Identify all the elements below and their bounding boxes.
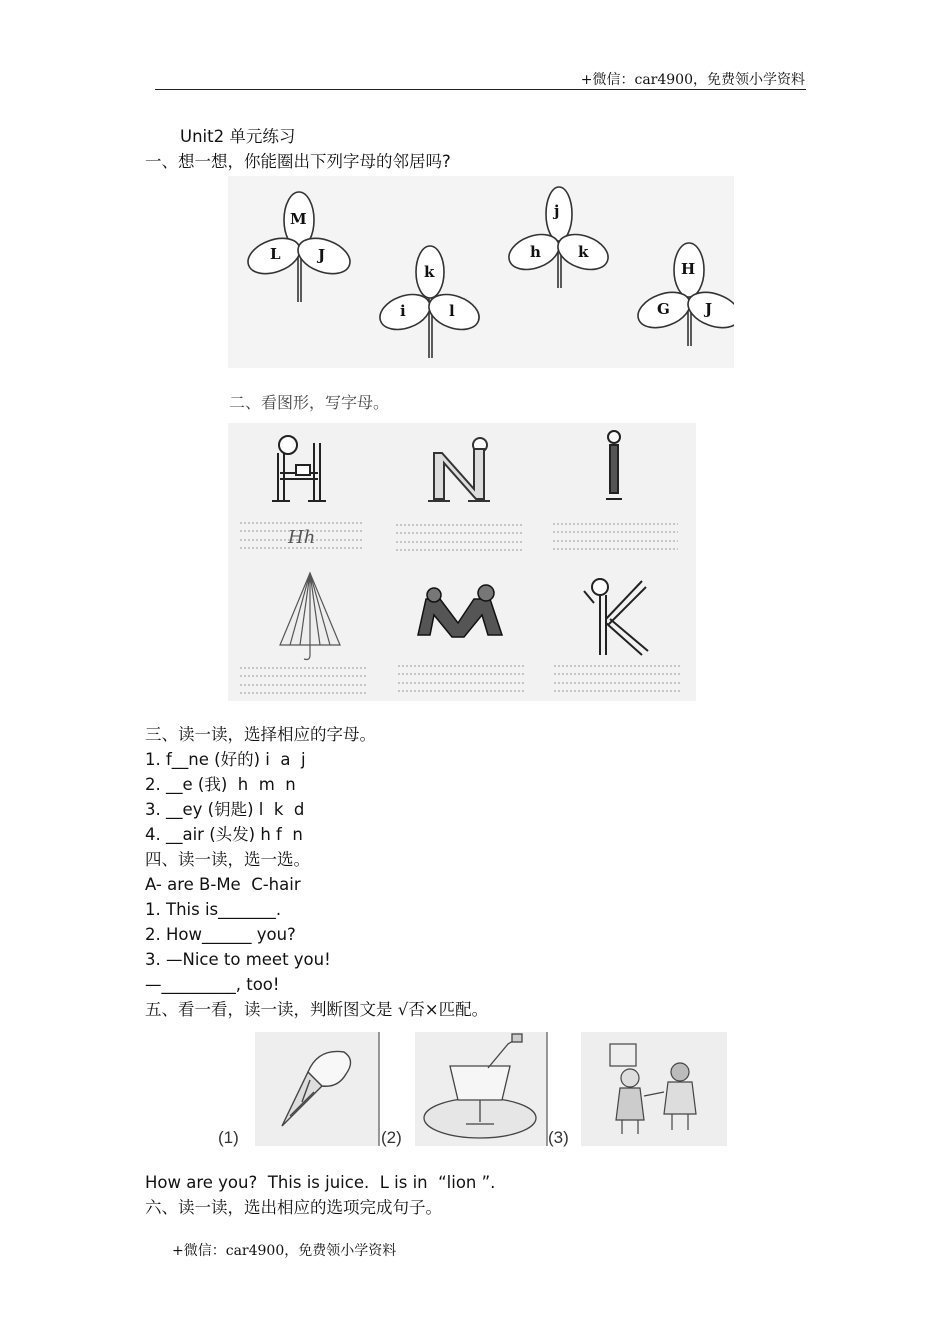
writing-lines-6 <box>554 666 680 691</box>
section4-heading: 四、读一读，选一选。 <box>145 850 310 869</box>
letter-N-figure <box>428 438 490 501</box>
example-answer: Hh <box>288 527 316 548</box>
picture-label-2: (2) <box>381 1128 402 1147</box>
section5-heading: 五、看一看，读一读，判断图文是 √否×匹配。 <box>145 1000 489 1019</box>
section3-item-2: 2. __e (我) h m n <box>145 775 296 794</box>
worksheet-title: Unit2 单元练习 <box>180 127 296 146</box>
picture-match-figure <box>218 1030 730 1150</box>
writing-lines-5 <box>398 666 524 691</box>
flower-2-right-letter[interactable]: l <box>449 302 455 320</box>
section4-options: A- are B-Me C-hair <box>145 875 301 894</box>
flower-3-top-letter[interactable]: j <box>554 202 560 220</box>
section4-item-3: 3. —Nice to meet you! <box>145 950 331 969</box>
flower-4-left-letter[interactable]: G <box>657 300 670 318</box>
flower-1-left-letter[interactable]: L <box>270 245 281 263</box>
section3-item-3: 3. __ey (钥匙) l k d <box>145 800 305 819</box>
letter-flowers-figure <box>228 176 734 368</box>
picture-label-3: (3) <box>548 1128 569 1147</box>
flower-4-right-letter[interactable]: J <box>705 300 713 318</box>
section4-item-1: 1. This is_______. <box>145 900 282 919</box>
section2-heading: 二、看图形，写字母。 <box>229 393 390 412</box>
section1-heading: 一、想一想，你能圈出下列字母的邻居吗? <box>145 152 451 171</box>
letter-H-figure <box>272 436 326 501</box>
writing-lines-3 <box>553 524 678 549</box>
flower-1-top-letter[interactable]: M <box>290 210 307 228</box>
letter-K-figure <box>584 579 648 655</box>
flower-2-top-letter[interactable]: k <box>424 263 435 281</box>
writing-lines-4 <box>240 668 366 693</box>
header-divider <box>155 89 806 90</box>
flower-4 <box>633 243 734 346</box>
flower-3-right-letter[interactable]: k <box>578 243 589 261</box>
flower-1 <box>243 192 355 302</box>
section3-item-4: 4. __air (头发) h f n <box>145 825 303 844</box>
flower-3-left-letter[interactable]: h <box>530 243 541 261</box>
letter-M-figure <box>418 585 502 637</box>
page-footer: +微信：car4900，免费领小学资料 <box>172 1243 397 1259</box>
flower-4-top-letter[interactable]: H <box>681 260 696 278</box>
section6-heading: 六、读一读，选出相应的选项完成句子。 <box>145 1198 442 1217</box>
letter-A-umbrella <box>280 573 340 660</box>
flower-1-right-letter[interactable]: J <box>318 246 326 264</box>
flower-2-left-letter[interactable]: i <box>400 302 406 320</box>
section3-item-1: 1. f__ne (好的) i a j <box>145 750 306 769</box>
section3-heading: 三、读一读，选择相应的字母。 <box>145 725 376 744</box>
letter-I-figure <box>606 431 622 499</box>
section5-sentences: How are you? This is juice. L is in “lion ”. <box>145 1173 496 1192</box>
writing-lines-2 <box>396 525 523 550</box>
page-header: +微信：car4900，免费领小学资料 <box>580 72 805 88</box>
section4-item-2: 2. How______ you? <box>145 925 296 944</box>
letter-shapes-figure <box>228 423 696 701</box>
picture-label-1: (1) <box>218 1128 239 1147</box>
picture-panel-3 <box>581 1032 727 1146</box>
section4-item-4: —_________, too! <box>145 975 280 994</box>
